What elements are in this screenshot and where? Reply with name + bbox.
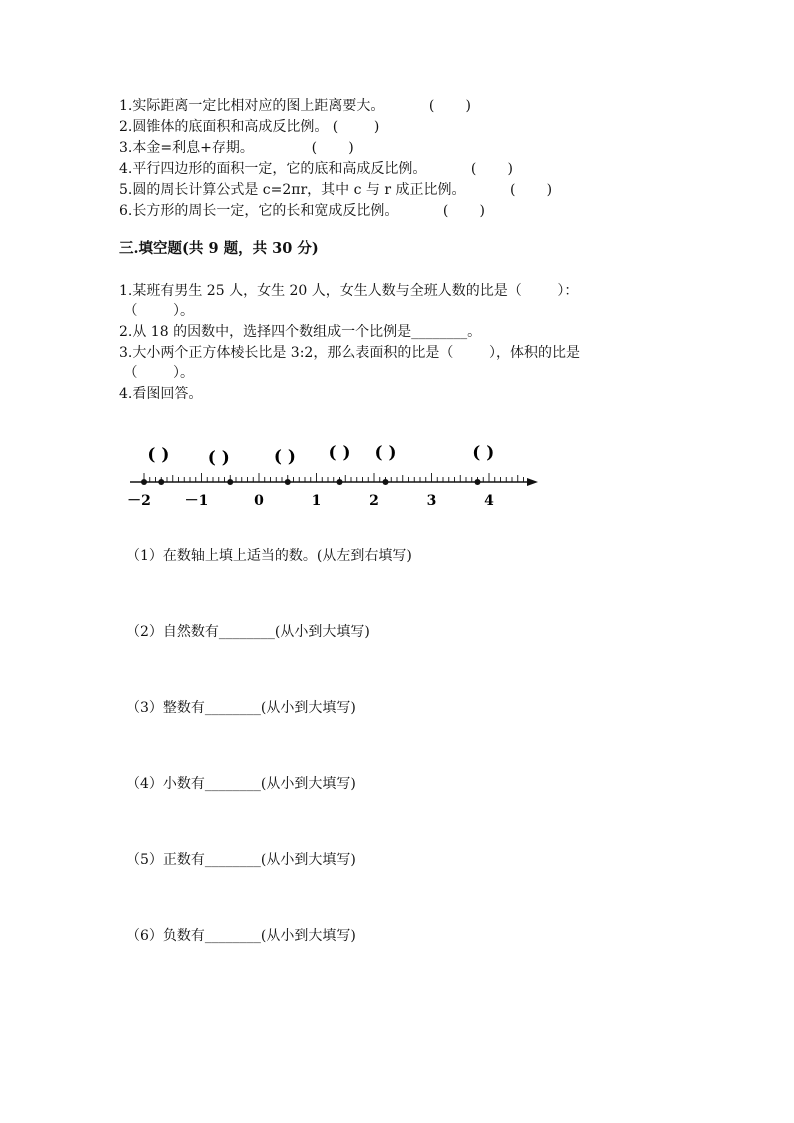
number-line-label: 1 [311, 493, 322, 509]
number-line-label: －2 [127, 493, 151, 509]
sub-question-2: （2）自然数有________(从小到大填写) [126, 624, 370, 640]
number-line-blank[interactable]: ( ) [147, 445, 170, 465]
judge-item-6: 6.长方形的周长一定，它的长和宽成反比例。 ( ) [119, 203, 485, 219]
fill-item-2: 2.从 18 的因数中，选择四个数组成一个比例是________。 [119, 324, 482, 340]
fill-item-3: 3.大小两个正方体棱长比是 3:2，那么表面积的比是（ ），体积的比是 [119, 345, 580, 361]
section-heading: 三.填空题(共 9 题，共 30 分) [119, 240, 319, 257]
number-line-point [475, 479, 481, 485]
number-line-blank[interactable]: ( ) [273, 447, 296, 467]
number-line-blank[interactable]: ( ) [374, 443, 397, 463]
fill-item-1: 1.某班有男生 25 人，女生 20 人，女生人数与全班人数的比是（ ）： [119, 283, 579, 299]
number-line-point [158, 479, 164, 485]
number-line-arrow-icon [527, 478, 538, 486]
number-line-blank[interactable]: ( ) [207, 448, 230, 468]
sub-question-4: （4）小数有________(从小到大填写) [126, 776, 356, 792]
number-line-point [383, 479, 389, 485]
number-line-label: 0 [254, 493, 264, 509]
number-line-blank[interactable]: ( ) [472, 443, 495, 463]
number-line-ticks [144, 473, 524, 482]
number-line-label: 2 [369, 493, 379, 509]
judge-item-2: 2.圆锥体的底面积和高成反比例。 ( ) [119, 119, 380, 135]
number-line-blank[interactable]: ( ) [328, 443, 351, 463]
number-line-figure [120, 436, 550, 512]
judge-item-3: 3.本金=利息+存期。 ( ) [119, 140, 354, 156]
number-line-point [227, 479, 233, 485]
number-line-point [285, 479, 291, 485]
fill-item-1-cont: （ ）。 [119, 303, 195, 319]
sub-question-3: （3）整数有________(从小到大填写) [126, 700, 356, 716]
number-line-label: 3 [426, 493, 437, 509]
number-line-label: 4 [484, 493, 494, 509]
number-line-labels [127, 493, 494, 509]
fill-item-4: 4.看图回答。 [119, 386, 203, 402]
number-line-blanks [147, 443, 494, 468]
judge-item-1: 1.实际距离一定比相对应的图上距离要大。 ( ) [119, 98, 471, 114]
sub-question-6: （6）负数有________(从小到大填写) [126, 928, 356, 944]
number-line-label: －1 [184, 493, 209, 509]
fill-item-3-cont: （ ）。 [119, 365, 195, 381]
judge-item-5: 5.圆的周长计算公式是 c=2πr，其中 c 与 r 成正比例。 ( ) [119, 182, 553, 198]
sub-question-1: （1）在数轴上填上适当的数。(从左到右填写) [126, 548, 412, 564]
number-line-point [141, 479, 147, 485]
sub-question-5: （5）正数有________(从小到大填写) [126, 852, 356, 868]
judge-item-4: 4.平行四边形的面积一定，它的底和高成反比例。 ( ) [119, 161, 513, 177]
number-line-point [337, 479, 343, 485]
